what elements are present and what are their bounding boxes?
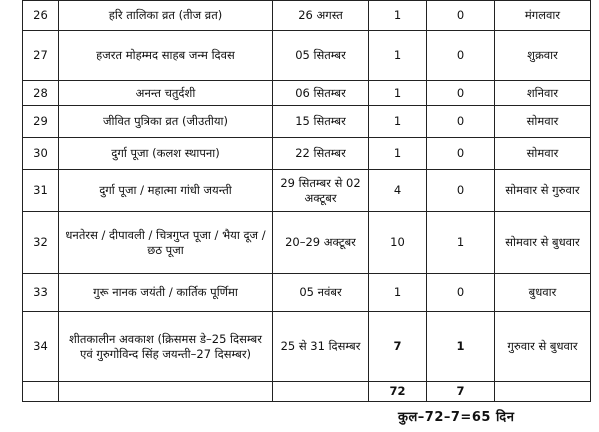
serial-number: 31 xyxy=(23,170,59,212)
extra-count: 0 xyxy=(427,106,495,138)
holiday-table xyxy=(22,0,591,402)
holiday-name: हजरत मोहम्मद साहब जन्म दिवस xyxy=(59,31,273,81)
day-count: 1 xyxy=(369,274,427,312)
serial-number: 34 xyxy=(23,312,59,382)
holiday-date: 22 सितम्बर xyxy=(273,138,369,170)
day-count: 1 xyxy=(369,81,427,106)
table-row xyxy=(23,106,591,138)
total-summary: कुल–72–7=65 दिन xyxy=(398,410,515,425)
holiday-date: 29 सितम्बर से 02 अक्टूबर xyxy=(273,170,369,212)
holiday-name: शीतकालीन अवकाश (क्रिसमस डे–25 दिसम्बर एवं गुरुगोविन्द सिंह जयन्ती–27 दिसम्बर) xyxy=(59,312,273,382)
empty-cell xyxy=(59,382,273,402)
serial-number: 27 xyxy=(23,31,59,81)
serial-number: 26 xyxy=(23,1,59,31)
table-row xyxy=(23,312,591,382)
extra-count: 0 xyxy=(427,170,495,212)
holiday-date: 06 सितम्बर xyxy=(273,81,369,106)
day-count: 1 xyxy=(369,31,427,81)
table-row xyxy=(23,274,591,312)
holiday-name: अनन्त चतुर्दशी xyxy=(59,81,273,106)
weekday: सोमवार से गुरुवार xyxy=(495,170,591,212)
empty-cell xyxy=(23,382,59,402)
holiday-date: 05 सितम्बर xyxy=(273,31,369,81)
extra-count: 0 xyxy=(427,1,495,31)
day-count: 7 xyxy=(369,312,427,382)
extra-count: 0 xyxy=(427,138,495,170)
table-row xyxy=(23,138,591,170)
holiday-date: 20–29 अक्टूबर xyxy=(273,212,369,274)
holiday-date: 26 अगस्त xyxy=(273,1,369,31)
weekday: सोमवार xyxy=(495,138,591,170)
weekday: गुरुवार से बुधवार xyxy=(495,312,591,382)
serial-number: 32 xyxy=(23,212,59,274)
total-days: 72 xyxy=(369,382,427,402)
weekday: शुक्रवार xyxy=(495,31,591,81)
extra-count: 0 xyxy=(427,274,495,312)
weekday: सोमवार से बुधवार xyxy=(495,212,591,274)
weekday: बुधवार xyxy=(495,274,591,312)
table-row xyxy=(23,81,591,106)
day-count: 4 xyxy=(369,170,427,212)
holiday-date: 05 नवंबर xyxy=(273,274,369,312)
table-row xyxy=(23,170,591,212)
holiday-name: दुर्गा पूजा / महात्मा गांधी जयन्ती xyxy=(59,170,273,212)
holiday-name: धनतेरस / दीपावली / चित्रगुप्त पूजा / भैया दूज / छठ पूजा xyxy=(59,212,273,274)
table-row xyxy=(23,1,591,31)
extra-count: 1 xyxy=(427,212,495,274)
empty-cell xyxy=(273,382,369,402)
day-count: 10 xyxy=(369,212,427,274)
extra-count: 1 xyxy=(427,312,495,382)
totals-row xyxy=(23,382,591,402)
table-row xyxy=(23,212,591,274)
extra-count: 0 xyxy=(427,81,495,106)
total-extra: 7 xyxy=(427,382,495,402)
weekday: मंगलवार xyxy=(495,1,591,31)
serial-number: 28 xyxy=(23,81,59,106)
serial-number: 29 xyxy=(23,106,59,138)
day-count: 1 xyxy=(369,138,427,170)
serial-number: 30 xyxy=(23,138,59,170)
holiday-date: 15 सितम्बर xyxy=(273,106,369,138)
weekday: शनिवार xyxy=(495,81,591,106)
day-count: 1 xyxy=(369,1,427,31)
extra-count: 0 xyxy=(427,31,495,81)
holiday-name: जीवित पुत्रिका व्रत (जीउतीया) xyxy=(59,106,273,138)
holiday-name: दुर्गा पूजा (कलश स्थापना) xyxy=(59,138,273,170)
day-count: 1 xyxy=(369,106,427,138)
serial-number: 33 xyxy=(23,274,59,312)
holiday-date: 25 से 31 दिसम्बर xyxy=(273,312,369,382)
empty-cell xyxy=(495,382,591,402)
holiday-name: गुरू नानक जयंती / कार्तिक पूर्णिमा xyxy=(59,274,273,312)
holiday-name: हरि तालिका व्रत (तीज व्रत) xyxy=(59,1,273,31)
weekday: सोमवार xyxy=(495,106,591,138)
table-row xyxy=(23,31,591,81)
